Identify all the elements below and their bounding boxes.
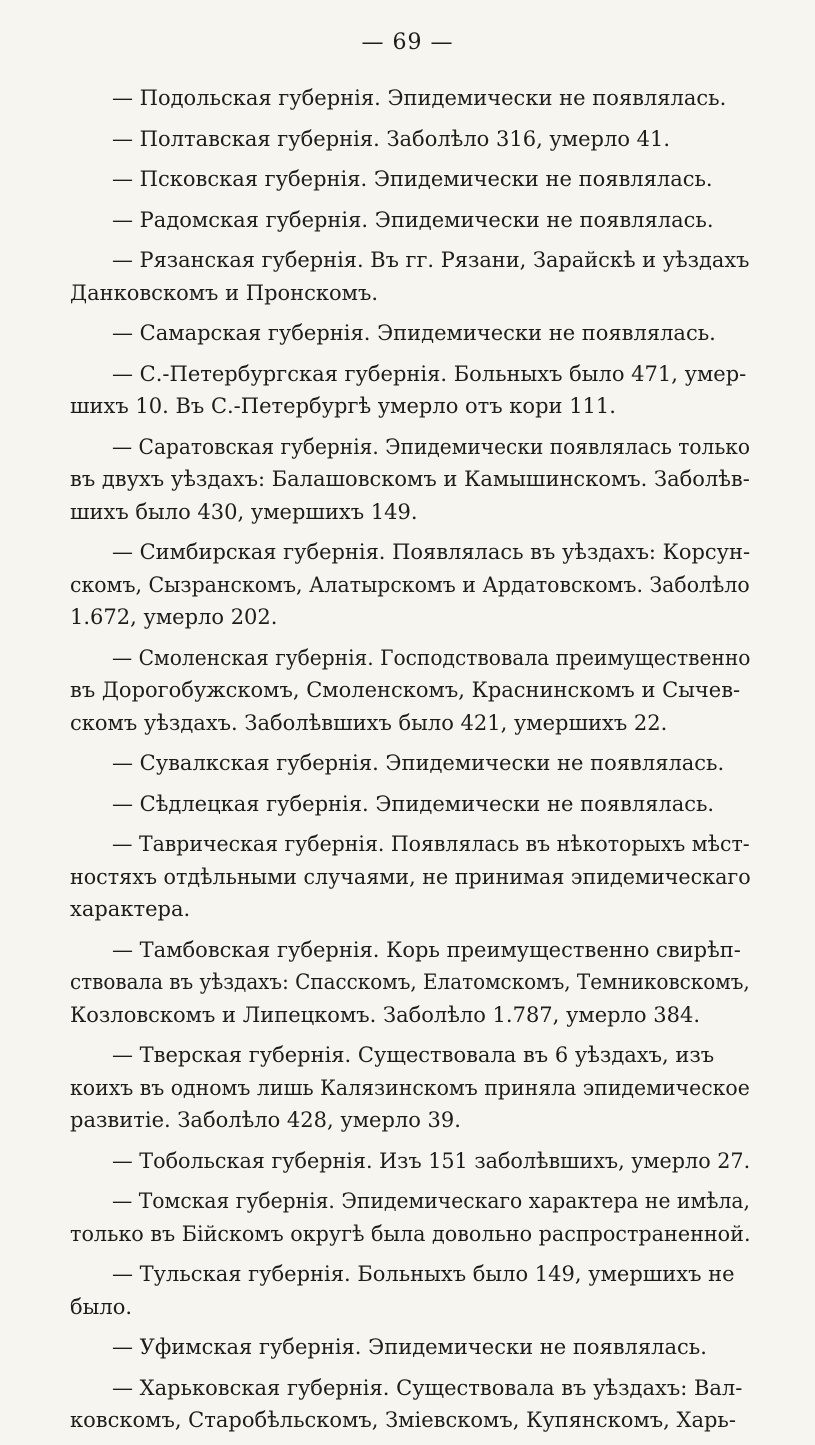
text-line: — С.-Петербургская губернія. Больныхъ было 471, умер- xyxy=(112,361,747,386)
text-line: — Таврическая губернія. Появлялась въ нѣкоторыхъ мѣст- xyxy=(112,832,750,856)
text-line: развитіе. Заболѣло 428, умерло 39. xyxy=(70,1108,461,1132)
page-number: — 69 — xyxy=(361,30,454,55)
text-line: — Подольская губернія. Эпидемически не появлялась. xyxy=(112,86,727,110)
paragraph xyxy=(70,82,750,115)
paragraph xyxy=(70,1372,750,1437)
paragraph xyxy=(70,431,750,529)
paragraph xyxy=(70,1185,750,1250)
text-line: — Уфимская губернія. Эпидемически не появлялась. xyxy=(112,1335,707,1359)
text-line: характера. xyxy=(70,897,191,921)
text-line: — Рязанская губернія. Въ гг. Рязани, Зарайскѣ и уѣздахъ xyxy=(112,248,750,272)
text-line: — Томская губернія. Эпидемическаго характера не имѣла, xyxy=(112,1189,750,1213)
text-line: — Тульская губернія. Больныхъ было 149, умершихъ не xyxy=(112,1262,735,1286)
paragraph xyxy=(70,1258,750,1323)
text-line: скомъ уѣздахъ. Заболѣвшихъ было 421, умершихъ 22. xyxy=(70,710,668,735)
paragraph xyxy=(70,828,750,926)
text-line: — Тамбовская губернія. Корь преимущественно свирѣп- xyxy=(112,937,741,962)
text-body xyxy=(70,82,750,1445)
paragraph xyxy=(70,204,750,237)
paragraph xyxy=(70,317,750,350)
text-line: скомъ, Сызранскомъ, Алатырскомъ и Ардатовскомъ. Заболѣло xyxy=(70,572,750,597)
text-line: — Смоленская губернія. Господствовала преимущественно xyxy=(112,645,751,670)
paragraph xyxy=(70,747,750,780)
text-line: — Саратовская губернія. Эпидемически появлялась только xyxy=(112,434,751,459)
text-line: только въ Бійскомъ округѣ была довольно распространенной. xyxy=(70,1221,751,1246)
text-line: — Сѣдлецкая губернія. Эпидемически не появлялась. xyxy=(112,791,715,816)
text-line: 1.672, умерло 202. xyxy=(70,605,278,629)
text-line: было. xyxy=(70,1294,133,1319)
text-line: — Полтавская губернія. Заболѣло 316, умерло 41. xyxy=(112,126,671,151)
text-line: въ Дорогобужскомъ, Смоленскомъ, Краснинскомъ и Сычев- xyxy=(70,678,741,702)
paragraph xyxy=(70,788,750,821)
paragraph xyxy=(70,244,750,309)
text-line: коихъ въ одномъ лишь Калязинскомъ приняла эпидемическое xyxy=(70,1075,750,1100)
text-line: Данковскомъ и Пронскомъ. xyxy=(70,280,379,305)
paragraph xyxy=(70,536,750,634)
text-line: — Сувалкская губернія. Эпидемически не появлялась. xyxy=(112,751,725,775)
text-line: — Харьковская губернія. Существовала въ уѣздахъ: Вал- xyxy=(112,1375,743,1400)
text-line: ностяхъ отдѣльными случаями, не принимая эпидемическаго xyxy=(70,864,751,889)
paragraph xyxy=(70,1331,750,1364)
text-line: ковскомъ, Старобѣльскомъ, Зміевскомъ, Купянскомъ, Харь- xyxy=(70,1408,736,1432)
text-line: Козловскомъ и Липецкомъ. Заболѣло 1.787, умерло 384. xyxy=(70,1002,700,1027)
text-line: въ двухъ уѣздахъ: Балашовскомъ и Камышинскомъ. Заболѣв- xyxy=(70,467,750,491)
text-line: — Самарская губернія. Эпидемически не появлялась. xyxy=(112,321,716,345)
paragraph xyxy=(70,642,750,740)
text-line: — Тверская губернія. Существовала въ 6 уѣздахъ, изъ xyxy=(112,1043,715,1067)
text-line: — Радомская губернія. Эпидемически не появлялась. xyxy=(112,207,714,232)
text-line: шихъ было 430, умершихъ 149. xyxy=(70,499,418,524)
paragraph xyxy=(70,123,750,156)
text-line: — Симбирская губернія. Появлялась въ уѣздахъ: Корсун- xyxy=(112,540,751,564)
text-line: ствовала въ уѣздахъ: Спасскомъ, Елатомскомъ, Темниковскомъ, xyxy=(70,970,750,994)
text-line: шихъ 10. Въ С.-Петербургѣ умерло отъ кори 111. xyxy=(70,394,616,418)
paragraph xyxy=(70,163,750,196)
paragraph xyxy=(70,1039,750,1137)
paragraph xyxy=(70,1145,750,1178)
text-line: — Тобольская губернія. Изъ 151 заболѣвшихъ, умерло 27. xyxy=(112,1148,751,1173)
paragraph xyxy=(70,934,750,1032)
paragraph xyxy=(70,358,750,423)
text-line: — Псковская губернія. Эпидемически не появлялась. xyxy=(112,167,713,191)
